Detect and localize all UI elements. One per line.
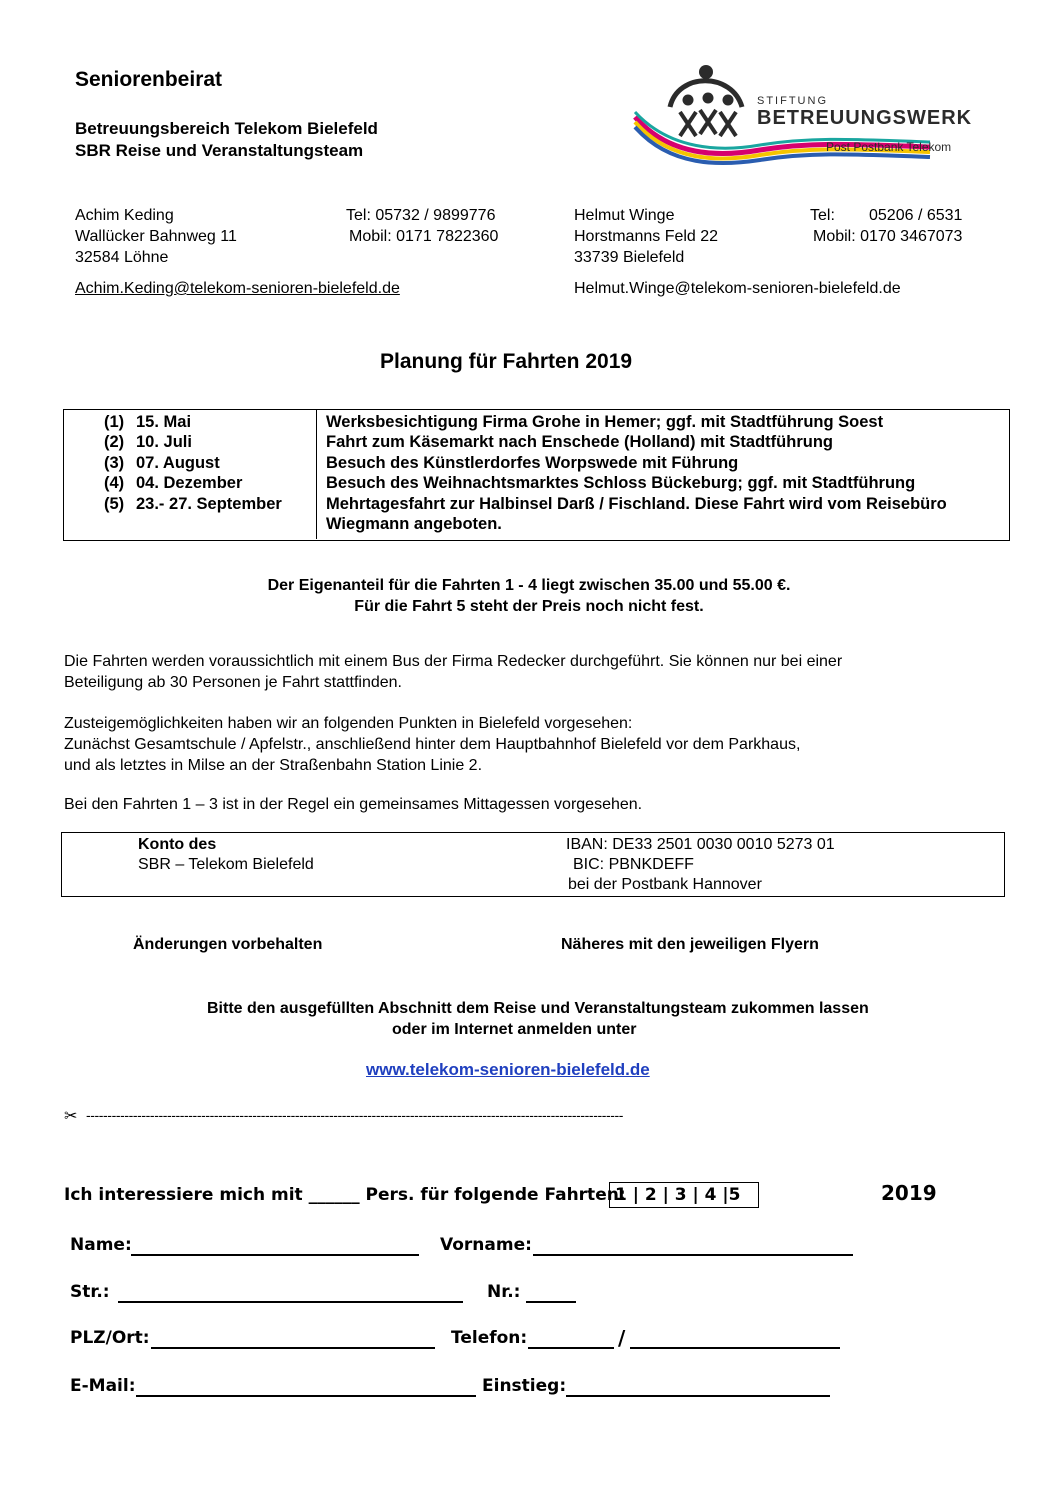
einstieg-field[interactable] [566,1377,830,1397]
bus-text-2: Beteiligung ab 30 Personen je Fahrt stattfinden. [64,674,402,691]
email-label: E-Mail: [70,1376,136,1396]
interest-suffix: Pers. für folgende Fahrten: [359,1185,626,1205]
bus-text-1: Die Fahrten werden voraussichtlich mit einem Bus der Firma Redecker durchgeführt. Sie können nur bei einer [64,653,843,670]
stops-text-2: Zunächst Gesamtschule / Apfelstr., anschließend hinter dem Hauptbahnhof Bielefeld vor dem Parkhaus, [64,736,801,753]
trip-5-num: (5) [104,495,125,513]
account-iban: IBAN: DE33 2501 0030 0010 5273 01 [566,836,835,853]
interest-persons-blank[interactable]: ______ [308,1185,360,1205]
trip-2-date: 10. Juli [136,433,192,451]
lunch-text: Bei den Fahrten 1 – 3 ist in der Regel ein gemeinsames Mittagessen vorgesehen. [64,796,643,813]
signup-line-2: oder im Internet anmelden unter [392,1021,637,1038]
subtitle-2: SBR Reise und Veranstaltungsteam [75,141,364,160]
trip-5-desc: Mehrtagesfahrt zur Halbinsel Darß / Fischland. Diese Fahrt wird vom Reisebüro [326,495,947,513]
price-line-2: Für die Fahrt 5 steht der Preis noch nicht fest. [354,598,704,615]
trip-2-num: (2) [104,433,125,451]
contact-2-mobil: Mobil: 0170 3467073 [813,228,963,245]
telefon-number-field[interactable] [630,1329,840,1349]
trip-3-desc: Besuch des Künstlerdorfes Worpswede mit Führung [326,454,739,472]
contact-2-tel: 05206 / 6531 [869,207,963,224]
contact-2-name: Helmut Winge [574,207,675,224]
scissors-icon: ✂ [64,1108,78,1125]
trip-1-desc: Werksbesichtigung Firma Grohe in Hemer; ggf. mit Stadtführung Soest [326,413,884,431]
trip-4-desc: Besuch des Weihnachtsmarktes Schloss Bückeburg; ggf. mit Stadtführung [326,474,916,492]
logo-stiftung: STIFTUNG [757,95,828,107]
trip-4-num: (4) [104,474,125,492]
signup-line-1: Bitte den ausgefüllten Abschnitt dem Reise und Veranstaltungsteam zukommen lassen [207,1000,869,1017]
trip-1-date: 15. Mai [136,413,192,431]
stiftung-logo [630,62,975,172]
telefon-prefix-field[interactable] [528,1329,614,1349]
contact-1-email[interactable]: Achim.Keding@telekom-senioren-bielefeld.de [75,280,400,297]
account-bic: BIC: PBNKDEFF [573,856,694,873]
trip-5-desc-cont: Wiegmann angeboten. [326,515,502,533]
contact-2-email[interactable]: Helmut.Winge@telekom-senioren-bielefeld.de [574,280,901,297]
nr-label: Nr.: [487,1282,521,1302]
trip-5-date: 23.- 27. September [136,495,282,513]
contact-2-city: 33739 Bielefeld [574,249,685,266]
vorname-field[interactable] [533,1236,853,1256]
vorname-label: Vorname: [440,1235,532,1255]
contact-1-name: Achim Keding [75,207,174,224]
telefon-separator: / [618,1326,626,1350]
form-year: 2019 [881,1181,937,1205]
contact-1-city: 32584 Löhne [75,249,169,266]
logo-tagline: Post Postbank Telekom [826,140,952,154]
org-title: Seniorenbeirat [75,68,223,91]
trip-4-date: 04. Dezember [136,474,243,492]
logo-betreuungswerk: BETREUUNGSWERK [757,107,973,129]
nr-field[interactable] [526,1283,576,1303]
trip-3-date: 07. August [136,454,220,472]
street-field[interactable] [118,1283,463,1303]
plz-field[interactable] [151,1329,435,1349]
stops-text-1: Zusteigemöglichkeiten haben wir an folgenden Punkten in Bielefeld vorgesehen: [64,715,633,732]
changes-note: Änderungen vorbehalten [133,936,323,953]
signup-url-link[interactable]: www.telekom-senioren-bielefeld.de [366,1060,650,1079]
email-field[interactable] [136,1377,476,1397]
trip-1-num: (1) [104,413,125,431]
stops-text-3: und als letztes in Milse an der Straßenbahn Station Linie 2. [64,757,483,774]
name-label: Name: [70,1235,132,1255]
contact-1-street: Wallücker Bahnweg 11 [75,228,237,245]
contact-1-mobil: Mobil: 0171 7822360 [349,228,499,245]
account-label: Konto des [138,836,217,853]
trip-2-desc: Fahrt zum Käsemarkt nach Enschede (Holland) mit Stadtführung [326,433,833,451]
account-bank: bei der Postbank Hannover [568,876,762,893]
trip-3-num: (3) [104,454,125,472]
street-label: Str.: [70,1282,110,1302]
plan-title: Planung für Fahrten 2019 [380,350,633,373]
subtitle-1: Betreuungsbereich Telekom Bielefeld [75,119,378,138]
contact-2-tel-label: Tel: [810,207,835,224]
interest-prefix: Ich interessiere mich mit [64,1185,309,1205]
trips-table-divider [316,410,317,539]
plz-label: PLZ/Ort: [70,1328,150,1348]
einstieg-label: Einstieg: [482,1376,567,1396]
name-field[interactable] [131,1236,419,1256]
telefon-label: Telefon: [451,1328,528,1348]
interest-line [64,1185,626,1205]
account-holder: SBR – Telekom Bielefeld [138,856,314,873]
trip-choices-box[interactable]: 1 | 2 | 3 | 4 |5 [609,1182,759,1208]
price-line-1: Der Eigenanteil für die Fahrten 1 - 4 liegt zwischen 35.00 und 55.00 €. [267,577,791,594]
contact-1-tel: Tel: 05732 / 9899776 [346,207,496,224]
flyers-note: Näheres mit den jeweiligen Flyern [561,936,819,953]
contact-2-street: Horstmanns Feld 22 [574,228,719,245]
cut-line: ------------------------------------------------------------------------------------------------------------------------------ [86,1107,624,1123]
